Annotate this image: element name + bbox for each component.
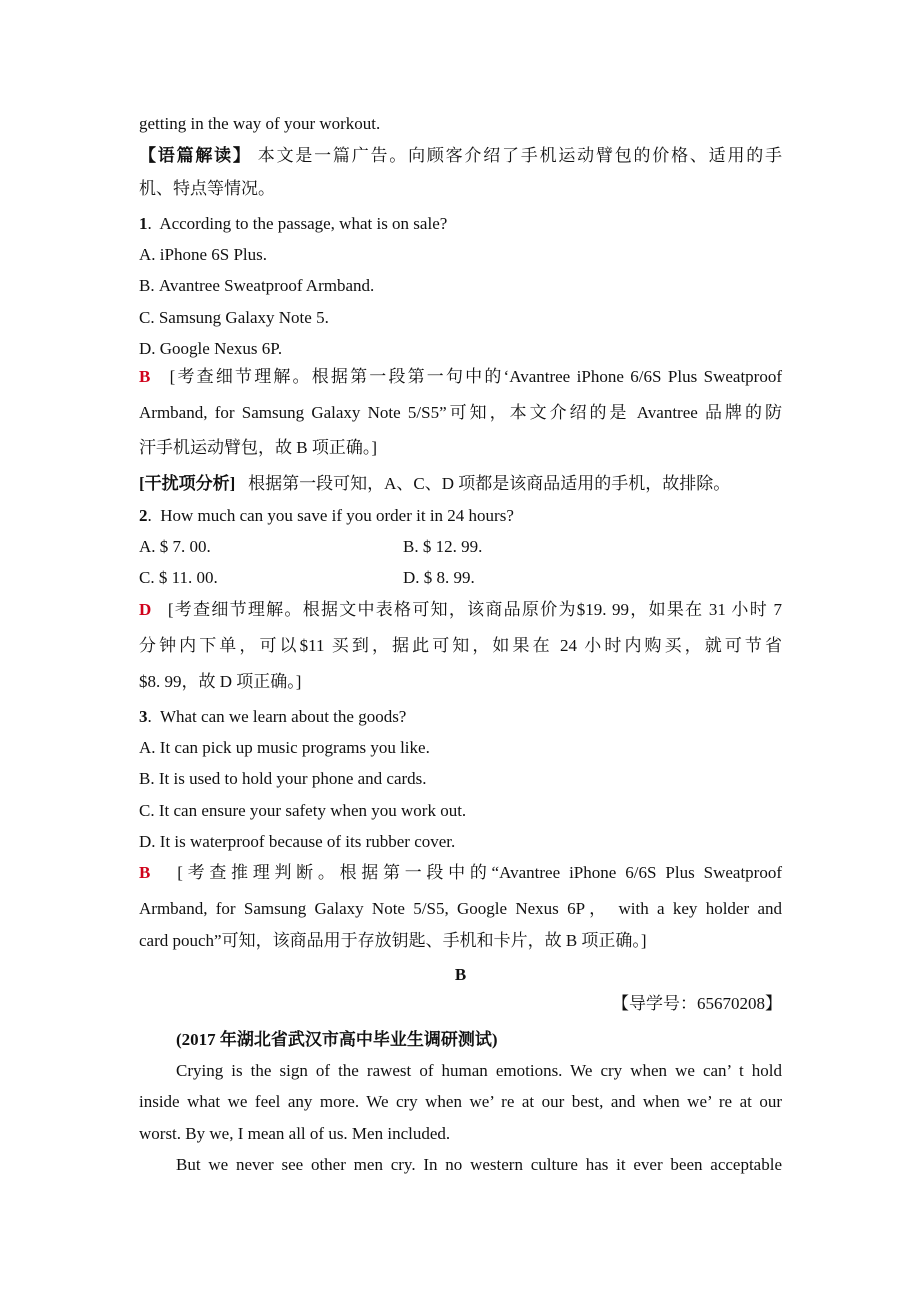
q3-answer: B xyxy=(139,863,151,882)
q2-option-c: C. $ 11. 00. xyxy=(139,568,218,587)
q1-option-a: A. iPhone 6S Plus. xyxy=(139,245,268,264)
guide-number: 【导学号：65670208】 xyxy=(612,994,782,1013)
q1-option-d: D. Google Nexus 6P. xyxy=(139,339,283,358)
q2-explanation-3: $8. 99，故 D 项正确。] xyxy=(139,672,302,691)
q2-explanation-1: D [考查细节理解。根据文中表格可知，该商品原价为$19. 99，如果在 31 小时 7 xyxy=(139,600,783,619)
q2-stem: 2. How much can you save if you order it in 24 hours? xyxy=(139,506,514,525)
q2-explanation-2: 分钟内下单，可以$11 买到，据此可知，如果在 24 小时内购买，就可节省 xyxy=(139,636,782,655)
passage-tail: getting in the way of your workout. xyxy=(139,114,381,133)
q1-option-c: C. Samsung Galaxy Note 5. xyxy=(139,308,329,327)
q3-number: 3 xyxy=(139,707,148,726)
q2-option-d: D. $ 8. 99. xyxy=(403,568,475,587)
paragraph-1-line-1: Crying is the sign of the rawest of human emotions. We cry when we can’ t hold xyxy=(176,1061,782,1080)
q3-explanation-2: Armband, for Samsung Galaxy Note 5/S5, Google Nexus 6P， with a key holder and xyxy=(139,899,782,918)
q3-option-b: B. It is used to hold your phone and cards. xyxy=(139,769,427,788)
passage-source: (2017 年湖北省武汉市高中毕业生调研测试) xyxy=(176,1030,498,1049)
q3-stem: 3. What can we learn about the goods? xyxy=(139,707,407,726)
q2-options-row-1 xyxy=(139,537,782,557)
q2-options-row-2 xyxy=(139,568,782,588)
q2-number: 2 xyxy=(139,506,148,525)
paragraph-1-line-3: worst. By we, I mean all of us. Men included. xyxy=(139,1124,451,1143)
q3-option-a: A. It can pick up music programs you like. xyxy=(139,738,430,757)
section-heading: B xyxy=(454,965,467,984)
q3-option-c: C. It can ensure your safety when you work out. xyxy=(139,801,467,820)
q2-answer: D xyxy=(139,600,152,619)
q1-distractor-analysis: [干扰项分析] 根据第一段可知，A、C、D 项都是该商品适用的手机，故排除。 xyxy=(139,474,731,493)
q1-explanation-1: B [考查细节理解。根据第一段第一句中的‘Avantree iPhone 6/6S Plus Sweatproof xyxy=(139,367,783,386)
q2-option-b: B. $ 12. 99. xyxy=(403,537,483,556)
q1-stem: 1. According to the passage, what is on sale? xyxy=(139,214,448,233)
q1-answer: B xyxy=(139,367,151,386)
q3-explanation-3: card pouch”可知，该商品用于存放钥匙、手机和卡片，故 B 项正确。] xyxy=(139,931,647,950)
distractor-label: [干扰项分析] xyxy=(139,474,236,493)
q2-option-a: A. $ 7. 00. xyxy=(139,537,211,556)
analysis-line-2: 机、特点等情况。 xyxy=(139,179,275,198)
q1-explanation-3: 汗手机运动臂包，故 B 项正确。] xyxy=(139,438,377,457)
analysis-text-1: 本文是一篇广告。向顾客介绍了手机运动臂包的价格、适用的手 xyxy=(257,146,783,165)
q3-explanation-1: B [考查推理判断。根据第一段中的“Avantree iPhone 6/6S Plus Sweatproof xyxy=(139,863,783,882)
analysis-label: 【语篇解读】 xyxy=(139,146,252,165)
q1-explanation-2: Armband, for Samsung Galaxy Note 5/S5”可知，本文介绍的是 Avantree 品牌的防 xyxy=(139,403,782,422)
q3-option-d: D. It is waterproof because of its rubber cover. xyxy=(139,832,456,851)
analysis-line-1 xyxy=(139,146,782,166)
q1-number: 1 xyxy=(139,214,148,233)
paragraph-2-line-1: But we never see other men cry. In no western culture has it ever been acceptable xyxy=(176,1155,782,1174)
paragraph-1-line-2: inside what we feel any more. We cry when we’ re at our best, and when we’ re at our xyxy=(139,1092,782,1111)
q1-option-b: B. Avantree Sweatproof Armband. xyxy=(139,276,375,295)
